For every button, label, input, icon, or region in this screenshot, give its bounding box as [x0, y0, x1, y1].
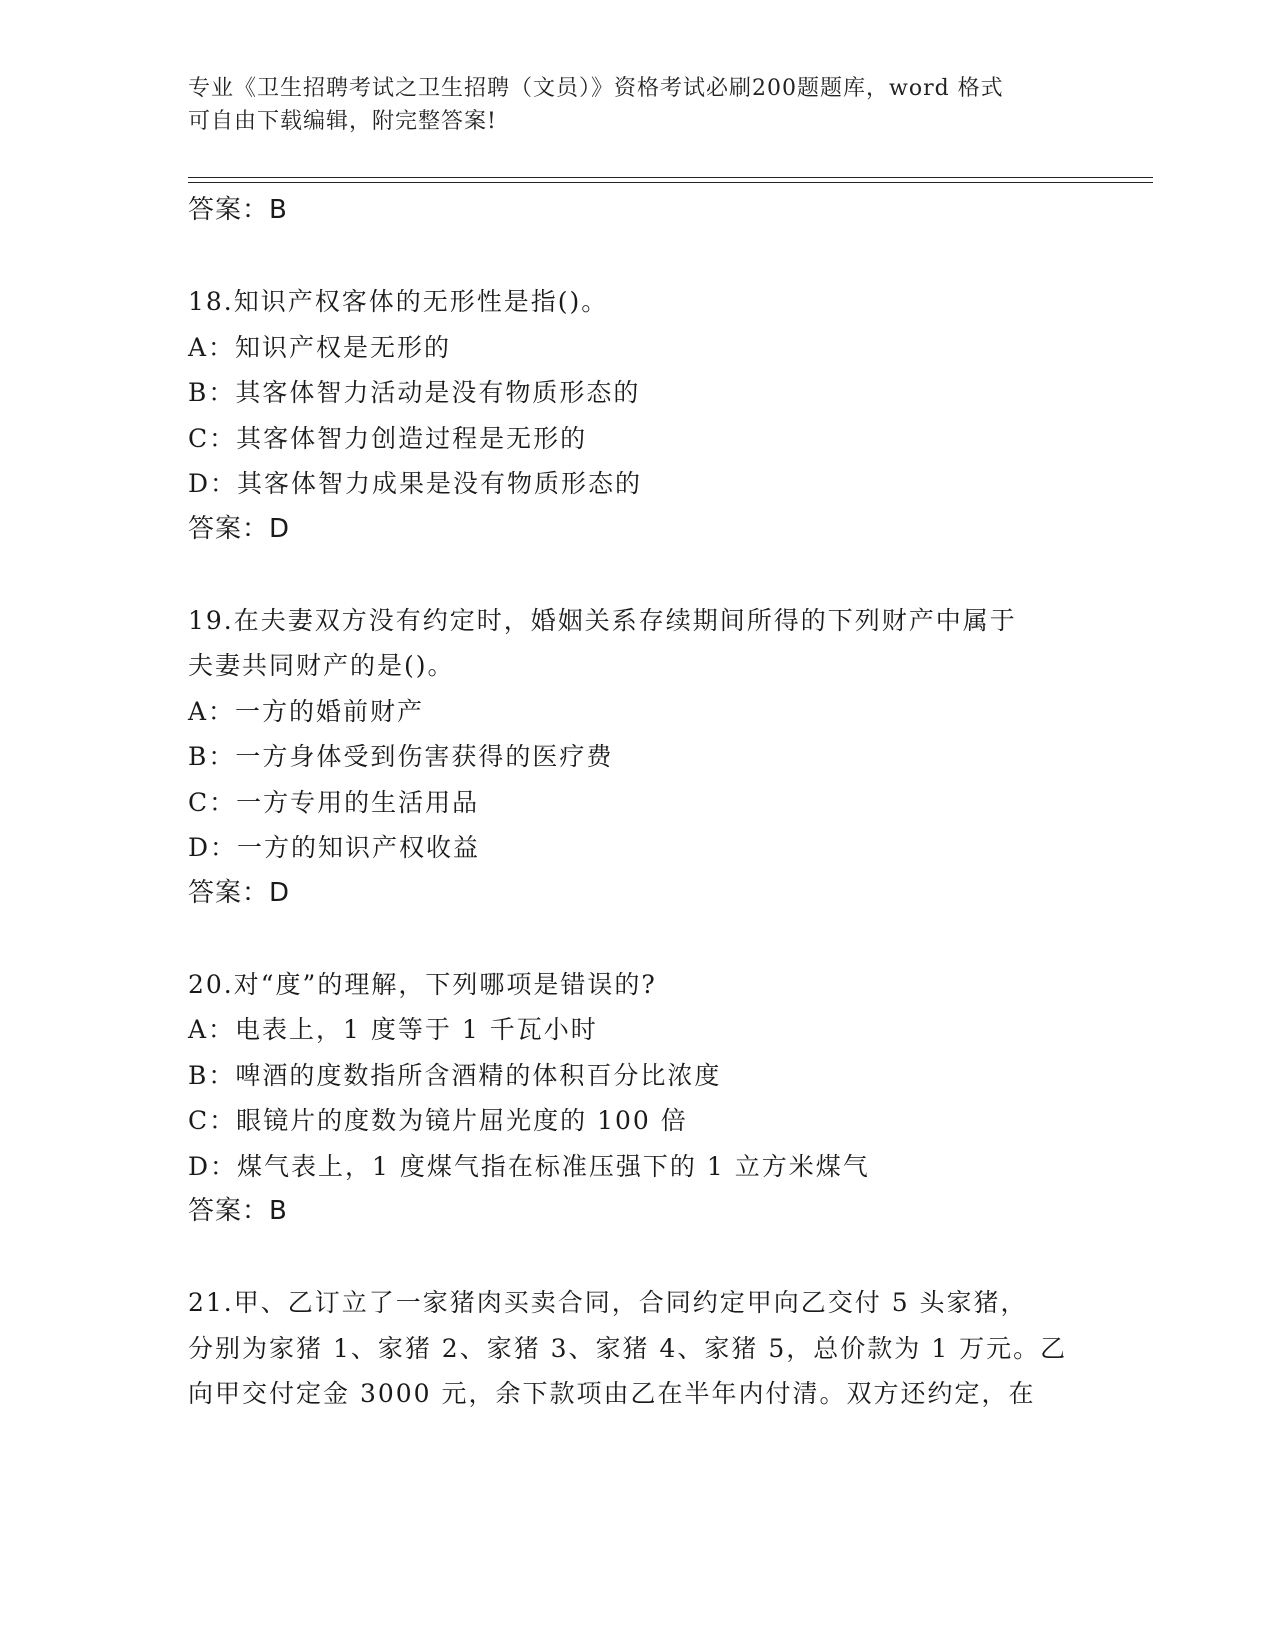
option-a: A：一方的婚前财产	[188, 696, 425, 726]
spacer	[188, 916, 1088, 962]
question-stem: 18.知识产权客体的无形性是指()。	[188, 287, 609, 316]
question-stem: 夫妻共同财产的是()。	[188, 651, 455, 680]
spacer	[188, 1235, 1088, 1281]
question-content	[188, 188, 1088, 1417]
question-stem: 分别为家猪 1、家猪 2、家猪 3、家猪 4、家猪 5，总价款为 1 万元。乙	[188, 1333, 1068, 1363]
page-header	[188, 72, 1088, 138]
option-a: A：电表上，1 度等于 1 千瓦小时	[188, 1015, 598, 1044]
question-19	[188, 598, 1088, 917]
question-18	[188, 279, 1088, 552]
header-divider-bottom	[188, 182, 1153, 183]
question-stem: 20.对“度”的理解，下列哪项是错误的?	[188, 969, 657, 999]
option-b: B：一方身体受到伤害获得的医疗费	[188, 742, 614, 771]
option-a: A：知识产权是无形的	[188, 332, 452, 362]
option-d: D：煤气表上，1 度煤气指在标准压强下的 1 立方米煤气	[188, 1151, 870, 1181]
question-stem: 19.在夫妻双方没有约定时，婚姻关系存续期间所得的下列财产中属于	[188, 605, 1017, 635]
header-line-2: 可自由下载编辑，附完整答案!	[188, 109, 497, 134]
option-d: D：一方的知识产权收益	[188, 833, 481, 862]
question-21	[188, 1280, 1088, 1417]
option-c: C：其客体智力创造过程是无形的	[188, 423, 588, 453]
header-divider-top	[188, 177, 1153, 178]
option-c: C：一方专用的生活用品	[188, 787, 480, 817]
answer: 答案：D	[188, 513, 291, 544]
answer: 答案：D	[188, 877, 291, 908]
option-d: D：其客体智力成果是没有物质形态的	[188, 469, 643, 498]
question-stem: 向甲交付定金 3000 元，余下款项由乙在半年内付清。双方还约定，在	[188, 1379, 1036, 1408]
option-c: C：眼镜片的度数为镜片屈光度的 100 倍	[188, 1106, 688, 1135]
question-stem: 21.甲、乙订立了一家猪肉买卖合同，合同约定甲向乙交付 5 头家猪，	[188, 1288, 1028, 1317]
spacer	[188, 552, 1088, 598]
option-b: B：其客体智力活动是没有物质形态的	[188, 378, 641, 407]
answer: 答案：B	[188, 1196, 288, 1226]
question-20	[188, 962, 1088, 1235]
spacer	[188, 234, 1088, 280]
previous-answer: 答案：B	[188, 195, 288, 225]
option-b: B：啤酒的度数指所含酒精的体积百分比浓度	[188, 1060, 722, 1090]
header-line-1: 专业《卫生招聘考试之卫生招聘（文员）》资格考试必刷200题题库，word 格式	[188, 76, 1004, 101]
